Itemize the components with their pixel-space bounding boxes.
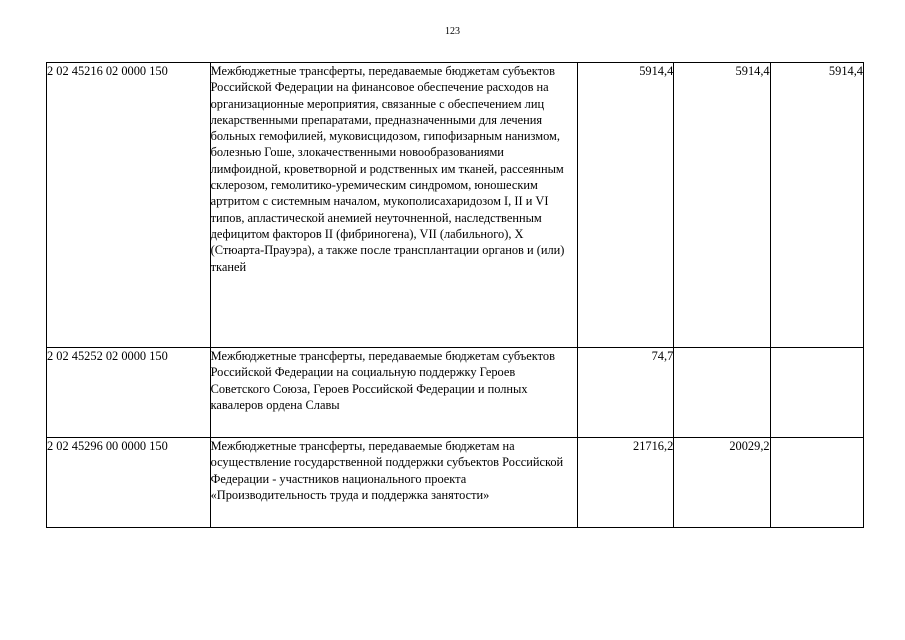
budget-code-cell: 2 02 45296 00 0000 150: [47, 438, 211, 528]
amount-cell-year-1: 21716,2: [577, 438, 673, 528]
amount-cell-year-3: 5914,4: [770, 63, 863, 348]
amount-cell-year-3: [770, 438, 863, 528]
amount-cell-year-2: 5914,4: [674, 63, 770, 348]
table-row: [47, 63, 864, 348]
budget-code-cell: 2 02 45216 02 0000 150: [47, 63, 211, 348]
description-cell: Межбюджетные трансферты, передаваемые бюджетам на осуществление государственной поддержки субъектов Российской Федерации - участников национального проекта «Производительность труда и поддержка занятости»: [210, 438, 577, 528]
budget-code-cell: 2 02 45252 02 0000 150: [47, 348, 211, 438]
amount-cell-year-2: 20029,2: [674, 438, 770, 528]
amount-cell-year-1: 5914,4: [577, 63, 673, 348]
table-row: [47, 348, 864, 438]
description-cell: Межбюджетные трансферты, передаваемые бюджетам субъектов Российской Федерации на финансовое обеспечение расходов на организационные мероприятия, связанные с обеспечением лиц лекарственными препаратами, предназначенными для лечения больных гемофилией, муковисцидозом, гипофизарным нанизмом, болезнью Гоше, злокачественными новообразованиями лимфоидной, кроветворной и родственных им тканей, рассеянным склерозом, гемолитико-уремическим синдромом, юношеским артритом с системным началом, мукополисахаридозом I, II и VI типов, апластической анемией неуточненной, наследственным дефицитом факторов II (фибриногена), VII (лабильного), X (Стюарта-Прауэра), а также после трансплантации органов и (или) тканей: [210, 63, 577, 348]
table-row: [47, 438, 864, 528]
description-cell: Межбюджетные трансферты, передаваемые бюджетам субъектов Российской Федерации на социальную поддержку Героев Советского Союза, Героев Российской Федерации и полных кавалеров ордена Славы: [210, 348, 577, 438]
amount-cell-year-1: 74,7: [577, 348, 673, 438]
amount-cell-year-3: [770, 348, 863, 438]
page-number: 123: [445, 26, 460, 37]
amount-cell-year-2: [674, 348, 770, 438]
budget-table: [46, 62, 864, 528]
